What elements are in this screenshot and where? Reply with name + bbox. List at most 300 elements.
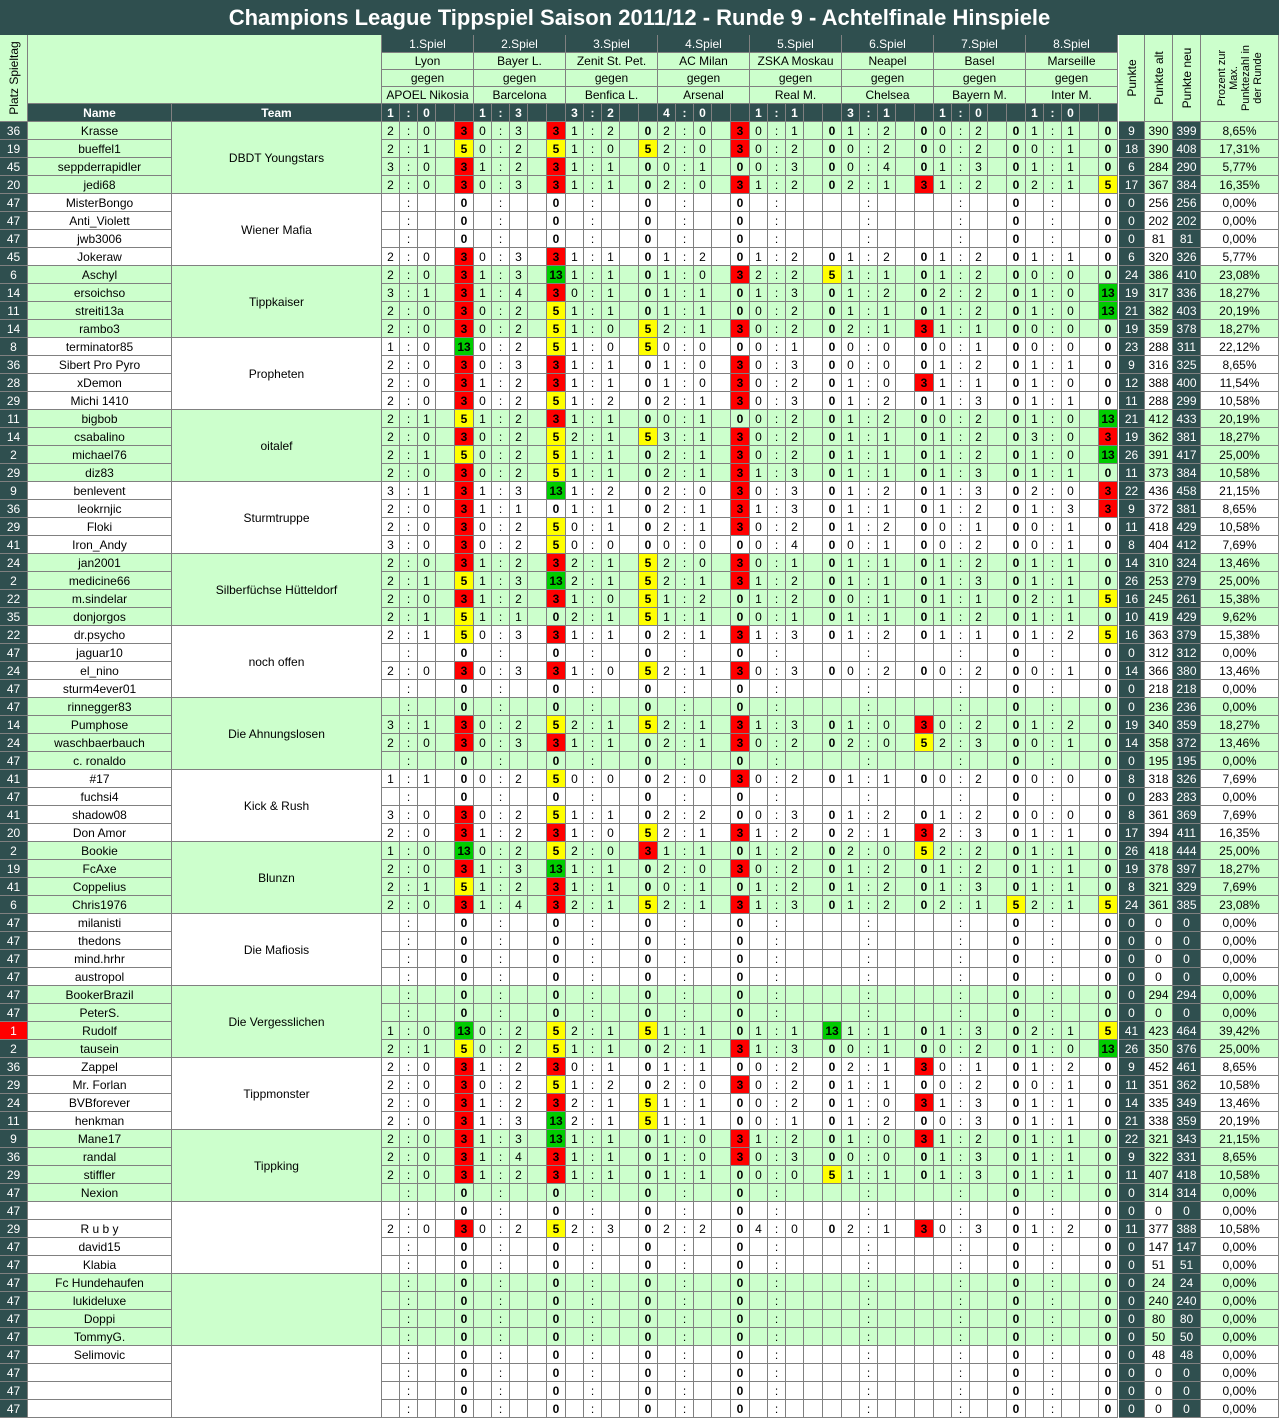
tipp-cell: 0 [418, 1094, 436, 1112]
tipp-cell: 1 [602, 158, 620, 176]
tipp-cell: : [584, 1184, 602, 1202]
tipp-gap [988, 1004, 1007, 1022]
match-result-cell: 1 [1026, 104, 1044, 122]
tipp-cell: : [952, 680, 970, 698]
tipp-points: 3 [731, 446, 750, 464]
tipp-points: 0 [823, 878, 842, 896]
tipp-gap [988, 248, 1007, 266]
prozent-cell: 17,31% [1201, 140, 1279, 158]
tipp-cell: 1 [474, 284, 492, 302]
tipp-points: 0 [1099, 554, 1118, 572]
tipp-cell: 0 [842, 158, 860, 176]
tipp-cell [1026, 698, 1044, 716]
tipp-cell: 1 [694, 1022, 712, 1040]
tipp-cell: 0 [694, 374, 712, 392]
tipp-cell: 1 [694, 1166, 712, 1184]
tipp-cell [970, 1238, 988, 1256]
tipp-cell: : [676, 968, 694, 986]
match-gegen: gegen [382, 70, 474, 87]
tipp-cell: 1 [1062, 1148, 1080, 1166]
tipp-cell: : [584, 320, 602, 338]
tipp-gap [528, 1220, 547, 1238]
tipp-cell [658, 194, 676, 212]
tipp-cell [842, 644, 860, 662]
tipp-cell: 3 [786, 1040, 804, 1058]
tipp-cell: : [768, 698, 786, 716]
tipp-points: 0 [1007, 914, 1026, 932]
tipp-points: 5 [455, 572, 474, 590]
punkte-cell: 0 [1119, 1004, 1145, 1022]
punkte-neu-cell: 403 [1173, 302, 1201, 320]
tipp-cell: 1 [602, 356, 620, 374]
tipp-cell: 2 [658, 122, 676, 140]
tipp-cell [658, 1382, 676, 1400]
tipp-cell: 2 [786, 266, 804, 284]
tipp-cell: 1 [842, 302, 860, 320]
tipp-cell: : [860, 1184, 878, 1202]
tipp-cell: 2 [970, 284, 988, 302]
tipp-cell [878, 932, 896, 950]
tipp-gap [988, 1022, 1007, 1040]
tipp-cell: : [676, 194, 694, 212]
tipp-cell: 3 [786, 716, 804, 734]
tipp-cell: 1 [878, 1166, 896, 1184]
tipp-cell: 2 [842, 1220, 860, 1238]
tipp-cell: : [860, 806, 878, 824]
prozent-cell: 0,00% [1201, 1364, 1279, 1382]
tipp-cell [694, 1202, 712, 1220]
tipp-points: 0 [1007, 986, 1026, 1004]
tipp-points: 0 [1007, 1022, 1026, 1040]
tipp-points: 0 [1007, 932, 1026, 950]
tipp-cell: 0 [418, 356, 436, 374]
tipp-points [823, 698, 842, 716]
tipp-cell: 0 [1062, 374, 1080, 392]
tipp-gap [1080, 806, 1099, 824]
punkte-cell: 6 [1119, 248, 1145, 266]
tipp-gap [1080, 626, 1099, 644]
tipp-cell: 2 [878, 1112, 896, 1130]
tipp-points [823, 932, 842, 950]
tipp-gap [896, 140, 915, 158]
tipp-points: 0 [731, 752, 750, 770]
tipp-cell: 0 [750, 356, 768, 374]
punkte-neu-cell: 0 [1173, 914, 1201, 932]
tipp-gap [988, 878, 1007, 896]
tipp-points: 13 [1099, 1040, 1118, 1058]
punkte-cell: 0 [1119, 1346, 1145, 1364]
tipp-cell: 1 [658, 608, 676, 626]
tipp-gap [1080, 284, 1099, 302]
tipp-cell: : [492, 1274, 510, 1292]
tipp-points: 0 [1099, 662, 1118, 680]
tipp-cell: 0 [750, 860, 768, 878]
tipp-cell: 1 [750, 284, 768, 302]
tipp-cell [1062, 914, 1080, 932]
platz-cell: 47 [0, 932, 28, 950]
tipp-points: 0 [823, 1058, 842, 1076]
match-away: Chelsea [842, 87, 934, 104]
tipp-cell: 0 [602, 140, 620, 158]
punkte-cell: 0 [1119, 1202, 1145, 1220]
tipp-points: 0 [1007, 1004, 1026, 1022]
tipp-cell: 1 [878, 1022, 896, 1040]
tipp-gap [896, 1274, 915, 1292]
tipp-cell: 0 [418, 1166, 436, 1184]
tipp-cell: : [1044, 1328, 1062, 1346]
tipp-points: 0 [547, 1292, 566, 1310]
tipp-cell [970, 1292, 988, 1310]
tipp-points: 3 [731, 572, 750, 590]
match-home: Zenit St. Pet. [566, 53, 658, 70]
tipp-cell: 1 [878, 500, 896, 518]
tipp-gap [896, 320, 915, 338]
tipp-gap [436, 1310, 455, 1328]
punkte-neu-cell: 240 [1173, 1292, 1201, 1310]
tipp-cell: 3 [382, 158, 400, 176]
tipp-cell: 4 [510, 1148, 528, 1166]
tipp-points: 5 [1099, 896, 1118, 914]
tipp-points: 0 [915, 122, 934, 140]
tipp-gap [436, 950, 455, 968]
punkte-neu-cell: 261 [1173, 590, 1201, 608]
tipp-points: 3 [455, 1076, 474, 1094]
tipp-points [823, 1310, 842, 1328]
tipp-gap [896, 176, 915, 194]
tipp-cell: : [768, 950, 786, 968]
tipp-points: 0 [455, 1238, 474, 1256]
tipp-cell: 2 [786, 878, 804, 896]
platz-cell: 47 [0, 698, 28, 716]
tipp-gap [1080, 1202, 1099, 1220]
tipp-cell: 1 [934, 500, 952, 518]
tipp-cell [474, 212, 492, 230]
tipp-cell: 0 [750, 428, 768, 446]
tipp-gap [620, 500, 639, 518]
tipp-cell: 1 [602, 284, 620, 302]
tipp-cell: 1 [934, 464, 952, 482]
tipp-cell: : [768, 590, 786, 608]
tipp-cell: 2 [970, 500, 988, 518]
tipp-gap [712, 176, 731, 194]
tipp-cell: 1 [1026, 356, 1044, 374]
tipp-cell: : [860, 518, 878, 536]
punkte-neu-cell: 412 [1173, 536, 1201, 554]
tipp-cell: 3 [970, 392, 988, 410]
tipp-cell: 2 [510, 1166, 528, 1184]
tipp-cell: : [1044, 248, 1062, 266]
tipp-gap [620, 644, 639, 662]
tipp-gap [620, 1040, 639, 1058]
tipp-cell: 2 [786, 1130, 804, 1148]
tipp-cell: 2 [382, 266, 400, 284]
tipp-cell: : [1044, 680, 1062, 698]
tipp-gap [988, 1040, 1007, 1058]
tipp-points: 0 [1099, 1346, 1118, 1364]
tipp-points: 0 [731, 1202, 750, 1220]
prozent-cell: 7,69% [1201, 536, 1279, 554]
tipp-cell [658, 788, 676, 806]
tipp-cell: 3 [786, 662, 804, 680]
tipp-cell [510, 1382, 528, 1400]
tipp-gap [1080, 1076, 1099, 1094]
tipp-cell: : [676, 212, 694, 230]
tipp-gap [620, 392, 639, 410]
tipp-points: 0 [1007, 536, 1026, 554]
tipp-gap [804, 1346, 823, 1364]
tipp-points: 5 [547, 428, 566, 446]
tipp-cell [1062, 1238, 1080, 1256]
tipp-cell [566, 1292, 584, 1310]
tipp-gap [436, 860, 455, 878]
match-label: 5.Spiel [750, 35, 842, 53]
player-name: Mr. Forlan [28, 1076, 172, 1094]
punkte-alt-cell: 0 [1145, 1004, 1173, 1022]
prozent-cell: 0,00% [1201, 1292, 1279, 1310]
tipp-points: 3 [731, 554, 750, 572]
match-result-cell [528, 104, 547, 122]
tipp-cell: : [492, 1112, 510, 1130]
tipp-cell: : [952, 1382, 970, 1400]
tipp-gap [712, 554, 731, 572]
tipp-cell: 0 [474, 1022, 492, 1040]
tipp-gap [804, 536, 823, 554]
punkte-neu-cell: 325 [1173, 356, 1201, 374]
tipp-gap [1080, 932, 1099, 950]
tipp-cell: 3 [970, 1166, 988, 1184]
tipp-cell: 2 [658, 320, 676, 338]
tipp-cell: 0 [474, 392, 492, 410]
tipp-gap [436, 1094, 455, 1112]
tipp-gap [804, 1040, 823, 1058]
prozent-cell: 15,38% [1201, 590, 1279, 608]
tipp-cell [750, 1310, 768, 1328]
tipp-cell: : [584, 752, 602, 770]
tipp-cell: : [952, 284, 970, 302]
tipp-cell: : [400, 482, 418, 500]
tipp-cell: : [584, 950, 602, 968]
tipp-points: 0 [547, 680, 566, 698]
tipp-gap [712, 626, 731, 644]
tipp-cell: : [952, 626, 970, 644]
tipp-gap [988, 230, 1007, 248]
punkte-cell: 0 [1119, 1364, 1145, 1382]
tipp-gap [712, 986, 731, 1004]
tipp-gap [436, 1238, 455, 1256]
tipp-gap [896, 572, 915, 590]
tipp-cell: 1 [602, 1058, 620, 1076]
platz-cell: 19 [0, 140, 28, 158]
tipp-cell [694, 698, 712, 716]
tipp-cell [786, 212, 804, 230]
player-name: streiti13a [28, 302, 172, 320]
tipp-points [823, 1364, 842, 1382]
tipp-gap [896, 1130, 915, 1148]
tipp-points: 0 [639, 1166, 658, 1184]
tipp-cell: 3 [970, 158, 988, 176]
tipp-cell: : [400, 1400, 418, 1418]
tipp-gap [988, 680, 1007, 698]
tipp-points: 0 [1007, 356, 1026, 374]
platz-cell: 29 [0, 518, 28, 536]
tipp-cell: 1 [474, 482, 492, 500]
tipp-points: 0 [1007, 878, 1026, 896]
prozent-cell: 0,00% [1201, 1184, 1279, 1202]
punkte-cell: 11 [1119, 1166, 1145, 1184]
tipp-cell: 0 [1026, 320, 1044, 338]
punkte-alt-cell: 256 [1145, 194, 1173, 212]
tipp-cell [474, 1364, 492, 1382]
tipp-gap [988, 392, 1007, 410]
tipp-cell [750, 698, 768, 716]
tipp-gap [804, 644, 823, 662]
tipp-cell [970, 950, 988, 968]
tipp-points: 3 [915, 320, 934, 338]
tipp-gap [988, 158, 1007, 176]
tipp-gap [436, 806, 455, 824]
tipp-points: 0 [639, 950, 658, 968]
tipp-cell: : [400, 158, 418, 176]
tipp-gap [436, 248, 455, 266]
tipp-cell: 1 [510, 500, 528, 518]
tipp-points: 3 [547, 176, 566, 194]
tipp-cell: : [768, 554, 786, 572]
tipp-cell: : [584, 140, 602, 158]
tipp-cell: : [952, 1292, 970, 1310]
tipp-cell: : [492, 284, 510, 302]
tipp-cell: 2 [566, 1112, 584, 1130]
tipp-gap [896, 896, 915, 914]
punkte-alt-cell: 404 [1145, 536, 1173, 554]
tipp-cell: : [860, 428, 878, 446]
tipp-cell: 1 [602, 896, 620, 914]
tipp-gap [436, 194, 455, 212]
tipp-cell: 2 [382, 446, 400, 464]
tipp-cell [602, 788, 620, 806]
punkte-neu-cell: 418 [1173, 1166, 1201, 1184]
match-result-cell: 3 [510, 104, 528, 122]
prozent-cell: 0,00% [1201, 1382, 1279, 1400]
tipp-gap [988, 356, 1007, 374]
tipp-cell [750, 950, 768, 968]
tipp-points: 0 [915, 1040, 934, 1058]
tipp-cell: 2 [510, 536, 528, 554]
tipp-cell [1062, 1382, 1080, 1400]
tipp-cell: : [492, 428, 510, 446]
tipp-cell: : [860, 1400, 878, 1418]
tipp-gap [804, 194, 823, 212]
tipp-gap [712, 302, 731, 320]
tipp-gap [712, 536, 731, 554]
tipp-cell: 2 [694, 248, 712, 266]
punkte-alt-cell: 236 [1145, 698, 1173, 716]
tipp-cell: 1 [1062, 662, 1080, 680]
tipp-gap [620, 788, 639, 806]
tipp-cell: 0 [418, 158, 436, 176]
tipp-cell: 3 [382, 284, 400, 302]
tipp-cell [566, 1256, 584, 1274]
tipp-points: 0 [639, 914, 658, 932]
tipp-points: 0 [823, 734, 842, 752]
tipp-gap [896, 446, 915, 464]
tipp-points: 3 [547, 590, 566, 608]
tipp-cell: 1 [566, 482, 584, 500]
tipp-points: 0 [915, 896, 934, 914]
platz-cell: 14 [0, 428, 28, 446]
tipp-points: 3 [455, 716, 474, 734]
tipp-cell: : [676, 1004, 694, 1022]
tipp-points: 0 [639, 518, 658, 536]
tipp-cell: 0 [602, 824, 620, 842]
tipp-cell: 3 [786, 464, 804, 482]
prozent-cell: 8,65% [1201, 122, 1279, 140]
tipp-cell: 0 [934, 1076, 952, 1094]
tipp-cell: : [860, 1328, 878, 1346]
tipp-points: 0 [455, 212, 474, 230]
tipp-cell: 2 [510, 1040, 528, 1058]
tipp-points: 0 [639, 248, 658, 266]
tipp-cell [786, 1292, 804, 1310]
tipp-cell: 1 [566, 878, 584, 896]
tipp-cell: : [1044, 788, 1062, 806]
tipp-gap [1080, 140, 1099, 158]
tipp-points: 5 [455, 446, 474, 464]
tipp-cell: 0 [750, 482, 768, 500]
tipp-cell [934, 752, 952, 770]
tipp-gap [804, 698, 823, 716]
tipp-cell: 0 [418, 590, 436, 608]
tipp-cell: 0 [750, 608, 768, 626]
match-result-cell: 1 [750, 104, 768, 122]
tipp-cell [970, 1346, 988, 1364]
tipp-gap [436, 212, 455, 230]
tipp-points: 0 [455, 1292, 474, 1310]
tipp-cell: : [860, 158, 878, 176]
tipp-cell: 2 [970, 608, 988, 626]
tipp-cell: 2 [382, 1166, 400, 1184]
tipp-cell: 1 [934, 626, 952, 644]
tipp-cell [694, 1364, 712, 1382]
platz-cell: 20 [0, 176, 28, 194]
tipp-cell: 0 [878, 734, 896, 752]
tipp-points: 0 [731, 1238, 750, 1256]
tipp-cell: 1 [1062, 392, 1080, 410]
tipp-cell [602, 1256, 620, 1274]
tipp-gap [712, 1310, 731, 1328]
tipp-cell: : [768, 500, 786, 518]
tipp-cell: : [860, 248, 878, 266]
tipp-gap [620, 1130, 639, 1148]
tipp-cell: : [584, 644, 602, 662]
tipp-cell: 2 [1062, 1058, 1080, 1076]
punkte-cell: 0 [1119, 698, 1145, 716]
punkte-alt-cell: 386 [1145, 266, 1173, 284]
tipp-points: 0 [731, 1220, 750, 1238]
tipp-cell [602, 752, 620, 770]
punkte-cell: 0 [1119, 1292, 1145, 1310]
tipp-cell [1026, 986, 1044, 1004]
tipp-gap [620, 536, 639, 554]
tipp-points: 3 [455, 1148, 474, 1166]
tipp-gap [988, 1292, 1007, 1310]
tipp-gap [712, 1238, 731, 1256]
tipp-points: 3 [455, 896, 474, 914]
tipp-cell: : [492, 122, 510, 140]
tipp-cell: : [492, 932, 510, 950]
tipp-cell: 2 [970, 302, 988, 320]
tipp-cell [474, 1256, 492, 1274]
tipp-points: 0 [731, 1256, 750, 1274]
